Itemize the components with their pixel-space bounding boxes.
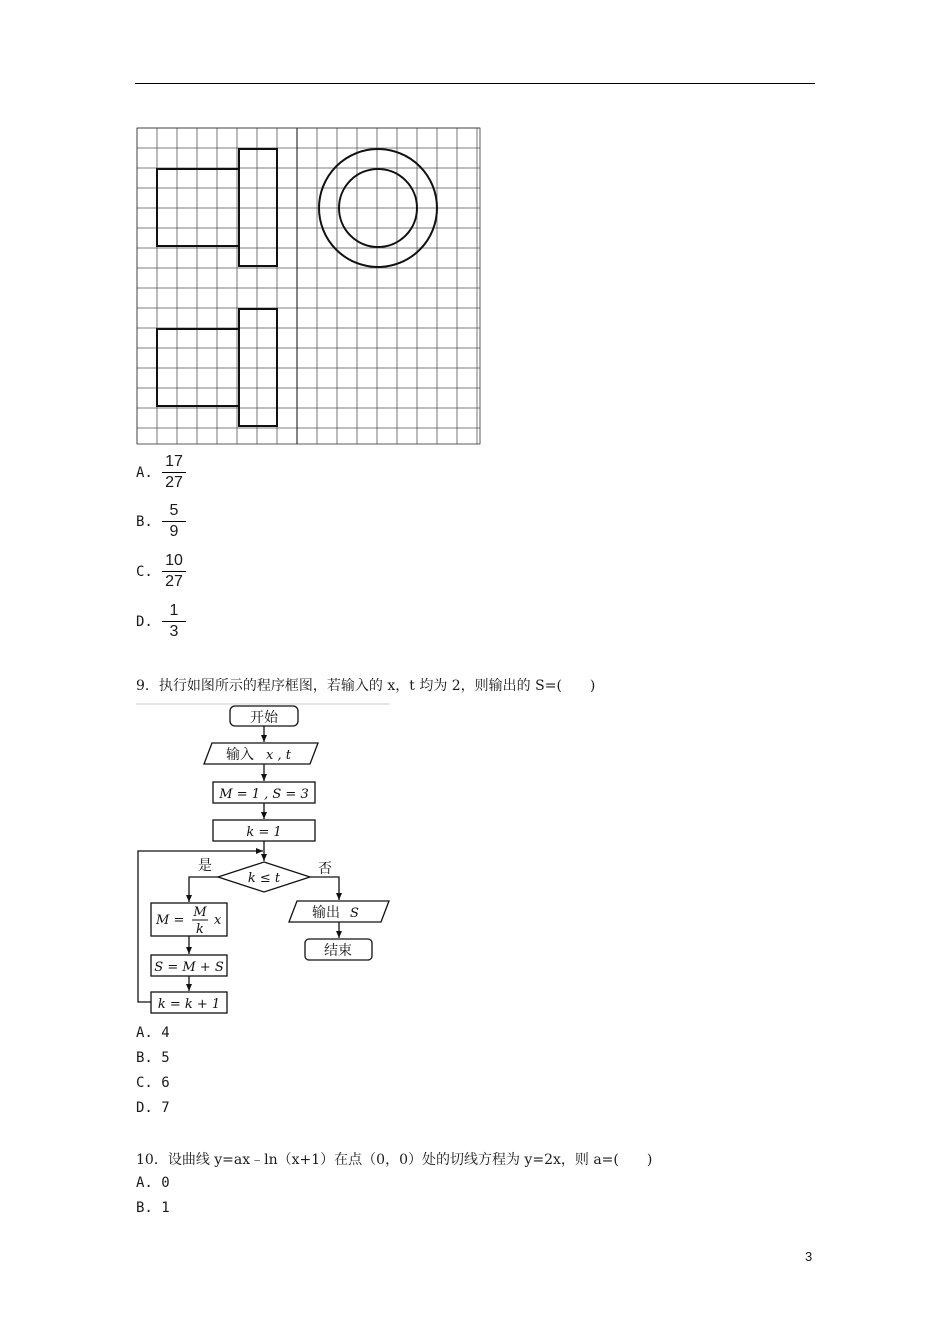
output-var: S — [350, 906, 359, 921]
top-view-right-rect — [239, 309, 277, 426]
q8-option-d-fraction — [162, 602, 186, 641]
output-label: 输出 — [312, 905, 340, 921]
q8-option-c-fraction — [162, 552, 186, 591]
q8-option-b-letter: B. — [136, 514, 153, 530]
input-label: 输入 — [226, 747, 254, 763]
step2-label: S = M + S — [154, 960, 224, 975]
q9-option-c — [136, 1075, 170, 1091]
yes-label: 是 — [198, 858, 212, 874]
q8-option-c-denominator: 27 — [165, 573, 183, 590]
front-view-left-rect — [157, 169, 239, 246]
start-label: 开始 — [250, 710, 278, 726]
option-letter: B. — [136, 1050, 153, 1066]
header-rule — [135, 83, 815, 84]
q8-option-b-fraction — [162, 502, 186, 541]
option-letter: A. — [136, 1175, 153, 1191]
top-view-left-rect — [157, 329, 239, 406]
option-letter: D. — [136, 1100, 153, 1116]
program-flowchart — [136, 703, 392, 1015]
no-label: 否 — [318, 861, 332, 877]
init1-label: M = 1 , S = 3 — [219, 787, 309, 802]
q9-option-a — [136, 1025, 170, 1041]
q8-option-b-denominator: 9 — [169, 523, 179, 540]
input-vars: x , t — [266, 748, 291, 763]
option-value: 1 — [161, 1200, 170, 1216]
fraction-bar — [162, 571, 186, 572]
end-label: 结束 — [324, 943, 352, 959]
q10-stem: 10．设曲线 y=ax﹣ln（x+1）在点（0，0）处的切线方程为 y=2x，则 a=( ) — [136, 1152, 653, 1168]
q8-option-a-numerator: 17 — [165, 453, 183, 470]
fraction-bar — [162, 521, 186, 522]
option-letter: C. — [136, 1075, 153, 1091]
option-value: 5 — [161, 1050, 170, 1066]
q8-option-b-numerator: 5 — [169, 502, 179, 519]
q8-option-a-letter: A. — [136, 465, 153, 481]
grid-border — [137, 128, 480, 444]
step1-lhs: M = — [156, 913, 185, 928]
q10-option-b — [136, 1200, 170, 1216]
condition-label: k ≤ t — [247, 871, 281, 886]
fraction-bar — [162, 621, 186, 622]
step1-denominator: k — [196, 922, 204, 937]
three-view-grid-figure — [136, 127, 482, 446]
q8-option-a-denominator: 27 — [165, 474, 183, 491]
front-view-right-rect — [239, 149, 277, 266]
fraction-bar — [162, 472, 186, 473]
step3-label: k = k + 1 — [157, 997, 221, 1012]
option-value: 0 — [161, 1175, 170, 1191]
page-number: 3 — [805, 1249, 813, 1264]
q10-option-a — [136, 1175, 170, 1191]
q8-option-d-denominator: 3 — [169, 623, 179, 640]
option-letter: A. — [136, 1025, 153, 1041]
init2-label: k = 1 — [246, 825, 282, 840]
option-value: 7 — [161, 1100, 170, 1116]
step1-numerator: M — [193, 905, 207, 920]
input-box — [204, 743, 318, 764]
q8-option-a-fraction — [162, 453, 186, 492]
step1-rhs: x — [214, 913, 222, 928]
q8-option-c-numerator: 10 — [165, 552, 183, 569]
q9-option-b — [136, 1050, 170, 1066]
q9-option-d — [136, 1100, 170, 1116]
option-letter: B. — [136, 1200, 153, 1216]
option-value: 4 — [161, 1025, 170, 1041]
q8-option-c-letter: C. — [136, 564, 153, 580]
option-value: 6 — [161, 1075, 170, 1091]
q8-option-d-letter: D. — [136, 614, 153, 630]
q9-stem: 9．执行如图所示的程序框图，若输入的 x，t 均为 2，则输出的 S=( ) — [136, 678, 596, 694]
q8-option-d-numerator: 1 — [169, 602, 179, 619]
